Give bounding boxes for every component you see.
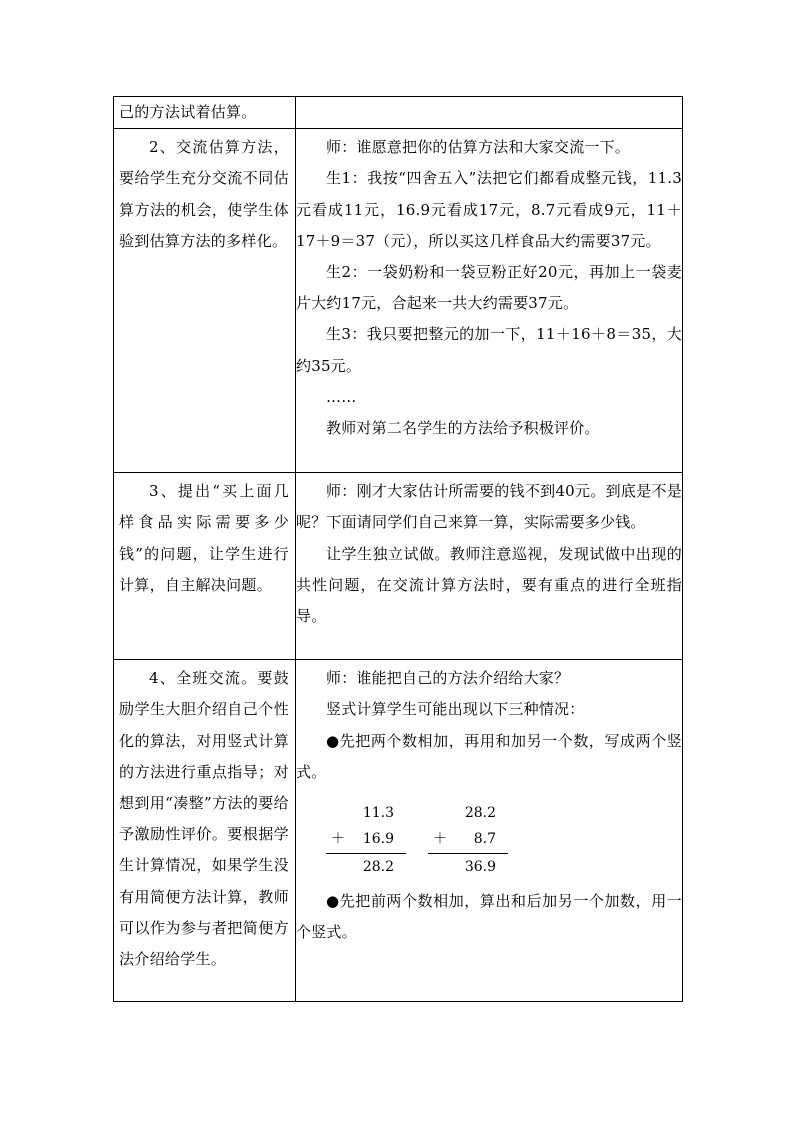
right-cell [296, 473, 683, 660]
plus-sign: ＋ [331, 831, 345, 848]
table-row [114, 97, 683, 129]
dialogue-line: 师：谁愿意把你的估算方法和大家交流一下。 [326, 138, 631, 157]
table-row [114, 660, 683, 1002]
dialogue-line: 师：谁能把自己的方法介绍给大家？ [326, 669, 570, 688]
table-row [114, 473, 683, 660]
dialogue-line: 生2：一袋奶粉和一袋豆粉正好20元，再加上一袋麦片大约17元，合起来一共大约需要37元。 [296, 263, 682, 313]
vertical-calculation [428, 800, 508, 880]
left-cell-text: 2、交流估算方法，要给学生充分交流不同估算方法的机会，使学生体验到估算方法的多样化。 [119, 138, 289, 250]
dialogue-line: 师：刚才大家估计所需要的钱不到40元。到底是不是呢？下面请同学们自己来算一算，实际需要多少钱。 [296, 482, 682, 532]
right-cell [296, 660, 683, 1002]
left-cell [114, 129, 296, 473]
addend-b: 16.9 [362, 831, 394, 848]
left-cell-text: 3、提出“买上面几样食品实际需要多少钱”的问题，让学生进行计算，自主解决问题。 [119, 482, 289, 594]
bullet-line: ●先把前两个数相加，算出和后加另一个加数，用一个竖式。 [296, 892, 682, 942]
vertical-calculations [326, 800, 682, 880]
addend-b: 8.7 [473, 831, 496, 848]
sum-result: 36.9 [464, 859, 496, 876]
dialogue-line: 让学生独立试做。教师注意巡视，发现试做中出现的共性问题，在交流计算方法时，要有重点的进行全班指导。 [296, 544, 682, 626]
right-cell [296, 97, 683, 129]
dialogue-line: 生3：我只要把整元的加一下，11＋16＋8＝35，大约35元。 [296, 325, 682, 375]
left-cell-text: 己的方法试着估算。 [119, 103, 257, 121]
left-cell [114, 97, 296, 129]
table-row [114, 129, 683, 473]
dialogue-line: 教师对第二名学生的方法给予积极评价。 [326, 419, 600, 438]
left-cell-text: 4、全班交流。要鼓励学生大胆介绍自己个性化的算法，对用竖式计算的方法进行重点指导；对想到用“凑整”方法的要给予激励性评价。要根据学生计算情况，如果学生没有用简便方法计算，教师可以作为参与者把简便方法介绍给学生。 [119, 669, 289, 969]
addend-a: 11.3 [362, 805, 394, 822]
right-cell [296, 129, 683, 473]
vertical-calculation [326, 800, 406, 880]
ellipsis-line: …… [326, 387, 357, 406]
dialogue-line: 生1：我按“四舍五入”法把它们都看成整元钱，11.3元看成11元，16.9元看成17元，8.7元看成9元，11＋17＋9＝37（元），所以买这几样食品大约需要37元。 [296, 169, 682, 250]
left-cell [114, 473, 296, 660]
sum-result: 28.2 [362, 859, 394, 876]
dialogue-line: 竖式计算学生可能出现以下三种情况： [326, 700, 585, 719]
lesson-plan-table [113, 96, 683, 1002]
plus-sign: ＋ [433, 831, 447, 848]
addend-a: 28.2 [464, 805, 496, 822]
bullet-line: ●先把两个数相加，再用和加另一个数，写成两个竖式。 [296, 731, 682, 781]
left-cell [114, 660, 296, 1002]
